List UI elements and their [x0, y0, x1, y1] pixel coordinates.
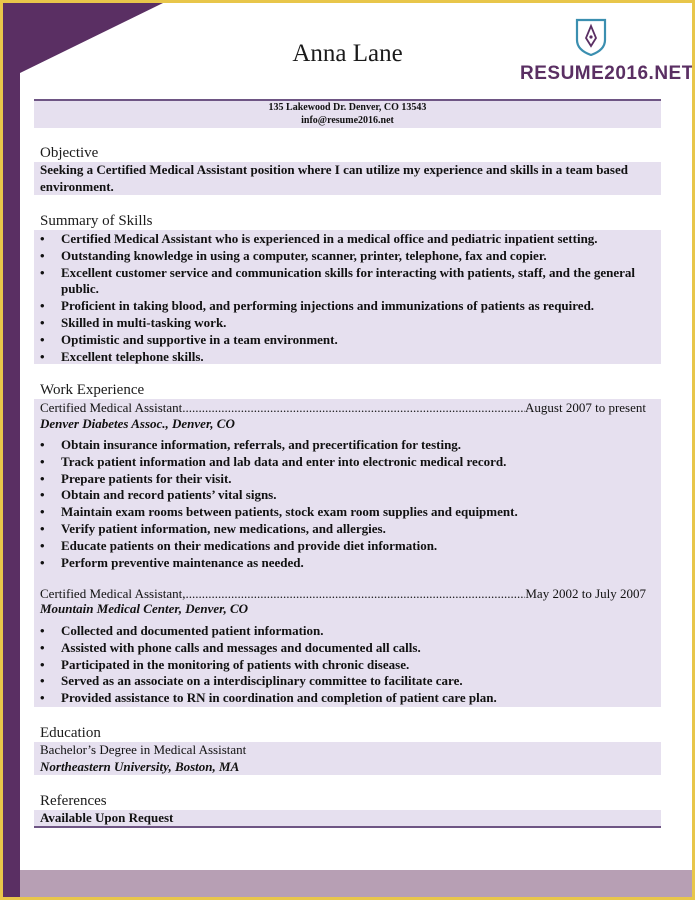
- objective-text: Seeking a Certified Medical Assistant position where I can utilize my experience and skills in a team based environment.: [40, 162, 628, 194]
- skill-item: • Excellent telephone skills.: [40, 349, 655, 366]
- footer-bar: [20, 870, 692, 897]
- job-1-header: [40, 400, 646, 416]
- skill-item: • Skilled in multi-tasking work.: [40, 315, 655, 332]
- address: 135 Lakewood Dr. Denver, CO 13543: [268, 102, 427, 113]
- bottom-rule: [34, 826, 661, 828]
- job-2-header: [40, 586, 646, 602]
- duty-item: • Obtain and record patients’ vital signs.: [40, 487, 655, 504]
- job-2-duties: [40, 623, 655, 707]
- skills-heading: Summary of Skills: [40, 213, 153, 229]
- duty-item: • Prepare patients for their visit.: [40, 471, 655, 488]
- skill-item: • Excellent customer service and communication skills for interacting with patients, staff, and the general public.: [40, 265, 655, 299]
- job-1-employer: Denver Diabetes Assoc., Denver, CO: [40, 416, 235, 431]
- job-2-employer: Mountain Medical Center, Denver, CO: [40, 601, 249, 616]
- objective-heading: Objective: [40, 145, 99, 161]
- job-1-dates: August 2007 to present: [525, 400, 646, 415]
- skills-list: [40, 231, 655, 365]
- duty-item: • Track patient information and lab data and enter into electronic medical record.: [40, 454, 655, 471]
- footer-bar-left: [3, 870, 20, 897]
- references-heading: References: [40, 793, 107, 809]
- skill-item: • Proficient in taking blood, and performing injections and immunizations of patients as required.: [40, 298, 655, 315]
- left-accent-bar: [3, 3, 20, 870]
- duty-item: • Participated in the monitoring of patients with chronic disease.: [40, 657, 655, 674]
- duty-item: • Obtain insurance information, referrals, and precertification for testing.: [40, 437, 655, 454]
- work-heading: Work Experience: [40, 382, 145, 398]
- leader-dots: [182, 400, 525, 416]
- education-heading: Education: [40, 725, 101, 741]
- duty-item: • Collected and documented patient information.: [40, 623, 655, 640]
- duty-item: • Verify patient information, new medications, and allergies.: [40, 521, 655, 538]
- duty-item: • Assisted with phone calls and messages and documented all calls.: [40, 640, 655, 657]
- job-2-dates: May 2002 to July 2007: [525, 586, 646, 601]
- skill-item: • Outstanding knowledge in using a computer, scanner, printer, telephone, fax and copier.: [40, 248, 655, 265]
- candidate-name: Anna Lane: [292, 40, 403, 67]
- duty-item: • Provided assistance to RN in coordination and completion of patient care plan.: [40, 690, 655, 707]
- logo-text: RESUME2016.NET: [520, 63, 694, 84]
- contact-block: [34, 99, 661, 128]
- duty-item: • Perform preventive maintenance as needed.: [40, 555, 655, 572]
- job-1-position: Certified Medical Assistant: [40, 400, 183, 415]
- leader-dots: [186, 586, 526, 602]
- references-text: Available Upon Request: [40, 810, 174, 825]
- duty-item: • Served as an associate on a interdisciplinary committee to facilitate care.: [40, 673, 655, 690]
- skill-item: • Certified Medical Assistant who is experienced in a medical office and pediatric inpatient setting.: [40, 231, 655, 248]
- education-degree: Bachelor’s Degree in Medical Assistant: [40, 742, 247, 757]
- duty-item: • Educate patients on their medications and provide diet information.: [40, 538, 655, 555]
- site-logo[interactable]: [520, 18, 694, 88]
- email[interactable]: info@resume2016.net: [301, 115, 394, 126]
- skill-item: • Optimistic and supportive in a team environment.: [40, 332, 655, 349]
- pen-nib-shield-icon: [575, 18, 607, 56]
- job-2-position: Certified Medical Assistant,: [40, 586, 186, 601]
- education-school: Northeastern University, Boston, MA: [40, 759, 240, 774]
- duty-item: • Maintain exam rooms between patients, stock exam room supplies and equipment.: [40, 504, 655, 521]
- job-1-duties: [40, 437, 655, 571]
